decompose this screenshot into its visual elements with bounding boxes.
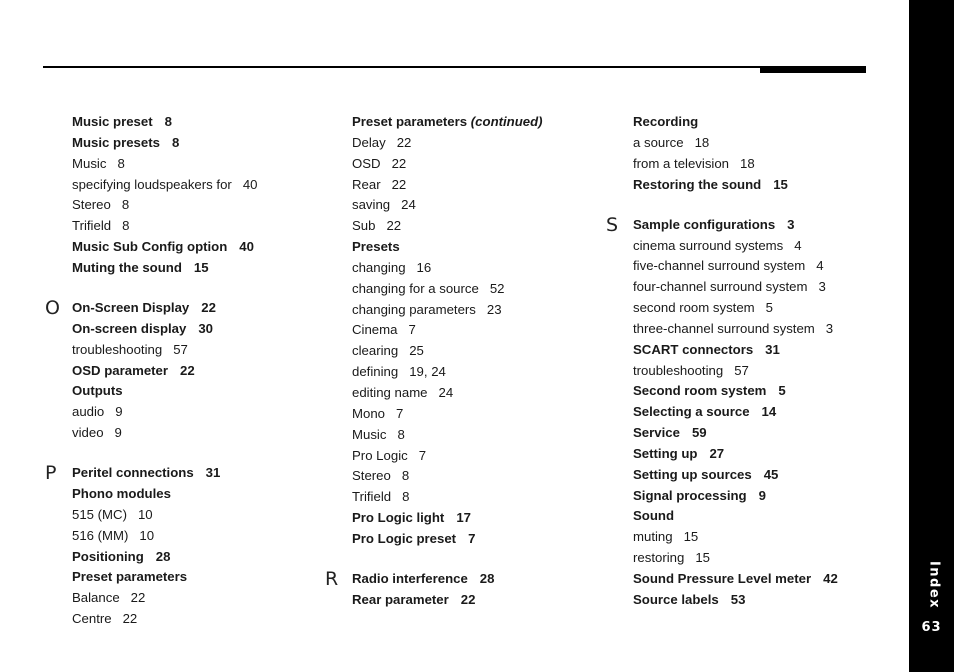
entry-page-number: 18 — [740, 155, 755, 171]
index-subentry — [633, 277, 893, 298]
index-subentry — [352, 216, 612, 237]
entry-text: changing for a source — [352, 280, 479, 296]
entry-page-number: 9 — [114, 425, 122, 441]
entry-text: editing name — [352, 384, 428, 400]
entry-text: changing — [352, 259, 406, 275]
entry-text: Trifield — [352, 489, 392, 505]
index-subentry — [352, 279, 612, 300]
index-heading — [72, 319, 332, 340]
index-subentry — [352, 133, 612, 154]
entry-text: Positioning — [72, 548, 144, 564]
entry-page-number: 8 — [121, 197, 130, 213]
entry-page-number: 53 — [730, 591, 746, 607]
entry-text: cinema surround systems — [633, 237, 784, 253]
index-heading — [633, 506, 893, 527]
index-subentry — [72, 588, 332, 609]
entry-page-number: 9 — [115, 404, 123, 420]
entry-text: Setting up sources — [633, 466, 752, 482]
entry-text: saving — [352, 197, 391, 213]
entry-text: changing parameters — [352, 301, 476, 317]
index-heading — [606, 213, 893, 236]
entry-text: a source — [633, 134, 684, 150]
index-heading — [45, 297, 332, 320]
index-subentry — [633, 319, 893, 340]
entry-text: Peritel connections — [72, 465, 194, 481]
entry-page-number: 22 — [122, 611, 138, 627]
entry-page-number: 15 — [773, 176, 788, 192]
entry-text: Centre — [72, 611, 112, 627]
letter-gap — [72, 279, 332, 298]
index-heading — [352, 529, 612, 550]
entry-text: Sound Pressure Level meter — [633, 571, 812, 587]
index-heading — [352, 508, 612, 529]
entry-text: clearing — [352, 343, 399, 359]
entry-text: Muting the sound — [72, 259, 182, 275]
entry-suffix: (continued) — [470, 114, 543, 129]
entry-page-number: 28 — [479, 571, 495, 587]
entry-text: On-Screen Display — [72, 300, 190, 316]
page-number: 63 — [921, 620, 942, 635]
index-column-1 — [45, 112, 332, 630]
entry-page-number: 7 — [418, 447, 427, 463]
index-subentry — [633, 527, 893, 548]
entry-text: troubleshooting — [633, 362, 724, 378]
entry-text: Service — [633, 425, 680, 441]
entry-page-number: 8 — [171, 134, 180, 150]
index-subentry — [72, 423, 332, 444]
index-subentry — [72, 216, 332, 237]
entry-text: Music Sub Config option — [72, 239, 228, 255]
entry-text: second room system — [633, 300, 755, 316]
index-subentry — [352, 446, 612, 467]
entry-page-number: 45 — [763, 466, 779, 482]
entry-text: Selecting a source — [633, 404, 750, 420]
entry-page-number: 8 — [401, 468, 410, 484]
entry-page-number: 8 — [397, 426, 405, 442]
entry-page-number: 23 — [486, 301, 502, 317]
entry-text: Recording — [633, 114, 699, 129]
entry-page-number: 19, 24 — [409, 364, 446, 380]
entry-text: video — [72, 425, 104, 441]
entry-page-number: 22 — [180, 362, 195, 378]
entry-text: troubleshooting — [72, 341, 163, 357]
entry-text: Music presets — [72, 134, 160, 150]
entry-text: 516 (MM) — [72, 527, 129, 543]
entry-text: Rear parameter — [352, 591, 449, 607]
index-subentry — [72, 340, 332, 361]
entry-page-number: 28 — [155, 548, 171, 564]
entry-text: Second room system — [633, 383, 767, 399]
index-subentry — [72, 505, 332, 526]
entry-page-number: 15 — [683, 529, 699, 545]
entry-page-number: 24 — [438, 384, 454, 400]
index-subentry — [352, 487, 612, 508]
letter-gap — [633, 195, 893, 214]
entry-text: Music — [352, 426, 387, 442]
entry-page-number: 30 — [198, 320, 214, 336]
entry-page-number: 9 — [758, 487, 766, 503]
entry-text: Preset parameters — [352, 114, 468, 129]
index-subentry — [352, 383, 612, 404]
entry-page-number: 10 — [139, 527, 155, 543]
entry-text: Outputs — [72, 383, 123, 399]
entry-page-number: 7 — [468, 530, 476, 546]
index-subentry — [72, 175, 332, 196]
index-heading — [72, 112, 332, 133]
entry-text: Radio interference — [352, 571, 468, 587]
section-letter: P — [45, 462, 57, 485]
index-heading — [72, 547, 332, 568]
index-subentry — [352, 258, 612, 279]
letter-gap — [72, 444, 332, 463]
entry-text: Pro Logic preset — [352, 530, 457, 546]
entry-text: Pro Logic light — [352, 510, 445, 526]
entry-text: Restoring the sound — [633, 176, 762, 192]
entry-page-number: 40 — [239, 239, 254, 255]
entry-page-number: 57 — [173, 341, 188, 357]
header-rule — [43, 66, 865, 68]
index-column-2 — [325, 112, 612, 611]
section-letter: S — [606, 213, 619, 236]
index-subentry — [72, 526, 332, 547]
entry-page-number: 40 — [242, 176, 258, 192]
entry-page-number: 8 — [122, 218, 130, 234]
index-subentry — [633, 236, 893, 257]
entry-page-number: 8 — [402, 489, 410, 505]
entry-page-number: 22 — [391, 155, 407, 171]
entry-text: 515 (MC) — [72, 506, 127, 522]
index-subentry — [633, 298, 893, 319]
entry-text: from a television — [633, 155, 730, 171]
entry-page-number: 3 — [787, 216, 795, 232]
entry-page-number: 8 — [164, 114, 172, 129]
entry-text: Music preset — [72, 114, 153, 129]
index-heading — [72, 484, 332, 505]
entry-text: Stereo — [352, 468, 391, 484]
entry-text: Pro Logic — [352, 447, 408, 463]
index-subentry — [633, 361, 893, 382]
index-heading — [72, 133, 332, 154]
entry-text: On-screen display — [72, 320, 187, 336]
index-heading — [633, 423, 893, 444]
index-subentry — [633, 548, 893, 569]
entry-text: muting — [633, 529, 673, 545]
entry-text: audio — [72, 404, 105, 420]
entry-page-number: 15 — [695, 550, 710, 566]
entry-page-number: 5 — [778, 383, 786, 399]
entry-page-number: 22 — [396, 134, 412, 150]
entry-page-number: 7 — [408, 322, 416, 338]
entry-text: specifying loudspeakers for — [72, 176, 232, 192]
entry-page-number: 31 — [765, 341, 780, 357]
entry-text: Mono — [352, 405, 385, 421]
index-subentry — [352, 425, 612, 446]
entry-text: Sub — [352, 218, 376, 234]
index-subentry — [352, 195, 612, 216]
index-heading — [352, 237, 612, 258]
index-subentry — [633, 154, 893, 175]
entry-text: Music — [72, 155, 107, 171]
entry-page-number: 42 — [823, 571, 838, 587]
entry-text: Sound — [633, 508, 675, 524]
entry-text: OSD parameter — [72, 362, 169, 378]
entry-text: Cinema — [352, 322, 398, 338]
entry-text: Signal processing — [633, 487, 747, 503]
entry-text: Delay — [352, 134, 386, 150]
index-heading — [633, 112, 893, 133]
index-heading — [633, 465, 893, 486]
entry-page-number: 18 — [694, 134, 710, 150]
index-heading — [325, 568, 612, 591]
index-heading — [72, 361, 332, 382]
entry-page-number: 22 — [460, 591, 476, 607]
index-heading — [633, 175, 893, 196]
index-subentry — [633, 256, 893, 277]
entry-text: Phono modules — [72, 486, 171, 502]
entry-text: Balance — [72, 590, 120, 606]
entry-page-number: 3 — [825, 320, 834, 336]
index-subentry — [352, 341, 612, 362]
index-heading — [72, 258, 332, 279]
entry-page-number: 7 — [396, 405, 404, 421]
index-subentry — [72, 609, 332, 630]
entry-page-number: 17 — [456, 510, 471, 526]
entry-page-number: 27 — [709, 445, 725, 461]
index-heading — [72, 567, 332, 588]
entry-page-number: 5 — [765, 300, 774, 316]
entry-page-number: 3 — [818, 279, 826, 295]
entry-page-number: 22 — [130, 590, 146, 606]
section-letter: O — [45, 297, 60, 320]
entry-text: four-channel surround system — [633, 279, 808, 295]
entry-page-number: 8 — [117, 155, 125, 171]
index-heading — [352, 112, 612, 133]
index-subentry — [352, 404, 612, 425]
entry-text: Trifield — [72, 218, 112, 234]
index-subentry — [352, 362, 612, 383]
entry-page-number: 22 — [386, 218, 402, 234]
index-heading — [45, 462, 332, 485]
letter-gap — [352, 550, 612, 569]
index-subentry — [352, 154, 612, 175]
entry-text: defining — [352, 364, 399, 380]
entry-text: OSD — [352, 155, 381, 171]
entry-page-number: 22 — [201, 300, 216, 316]
index-heading — [633, 590, 893, 611]
entry-page-number: 15 — [193, 259, 209, 275]
index-column-3 — [606, 112, 893, 611]
index-heading — [633, 381, 893, 402]
entry-text: Presets — [352, 239, 400, 255]
index-heading — [72, 237, 332, 258]
index-heading — [633, 569, 893, 590]
entry-page-number: 4 — [794, 237, 802, 253]
entry-page-number: 59 — [691, 425, 707, 441]
index-heading — [352, 590, 612, 611]
index-heading — [633, 402, 893, 423]
entry-page-number: 14 — [761, 404, 777, 420]
entry-text: five-channel surround system — [633, 258, 806, 274]
entry-text: Rear — [352, 176, 381, 192]
section-label: Index — [926, 560, 942, 610]
index-heading — [72, 381, 332, 402]
entry-text: Setting up — [633, 445, 698, 461]
entry-text: Source labels — [633, 591, 719, 607]
entry-text: three-channel surround system — [633, 320, 815, 336]
index-subentry — [352, 466, 612, 487]
index-subentry — [72, 154, 332, 175]
entry-page-number: 52 — [489, 280, 505, 296]
header-rule-accent — [760, 66, 866, 73]
entry-page-number: 4 — [816, 258, 824, 274]
index-subentry — [72, 402, 332, 423]
entry-page-number: 16 — [416, 259, 432, 275]
entry-page-number: 24 — [401, 197, 416, 213]
index-subentry — [352, 175, 612, 196]
entry-text: Preset parameters — [72, 569, 188, 585]
index-heading — [633, 444, 893, 465]
entry-page-number: 22 — [391, 176, 407, 192]
entry-page-number: 31 — [205, 465, 221, 481]
entry-text: restoring — [633, 550, 685, 566]
index-subentry — [352, 300, 612, 321]
entry-text: Sample configurations — [633, 216, 776, 232]
section-letter: R — [325, 568, 339, 591]
index-heading — [633, 486, 893, 507]
index-subentry — [633, 133, 893, 154]
index-subentry — [72, 195, 332, 216]
index-subentry — [352, 320, 612, 341]
index-heading — [633, 340, 893, 361]
entry-page-number: 10 — [137, 506, 153, 522]
entry-page-number: 25 — [409, 343, 424, 359]
entry-text: SCART connectors — [633, 341, 754, 357]
entry-page-number: 57 — [734, 362, 749, 378]
entry-text: Stereo — [72, 197, 111, 213]
